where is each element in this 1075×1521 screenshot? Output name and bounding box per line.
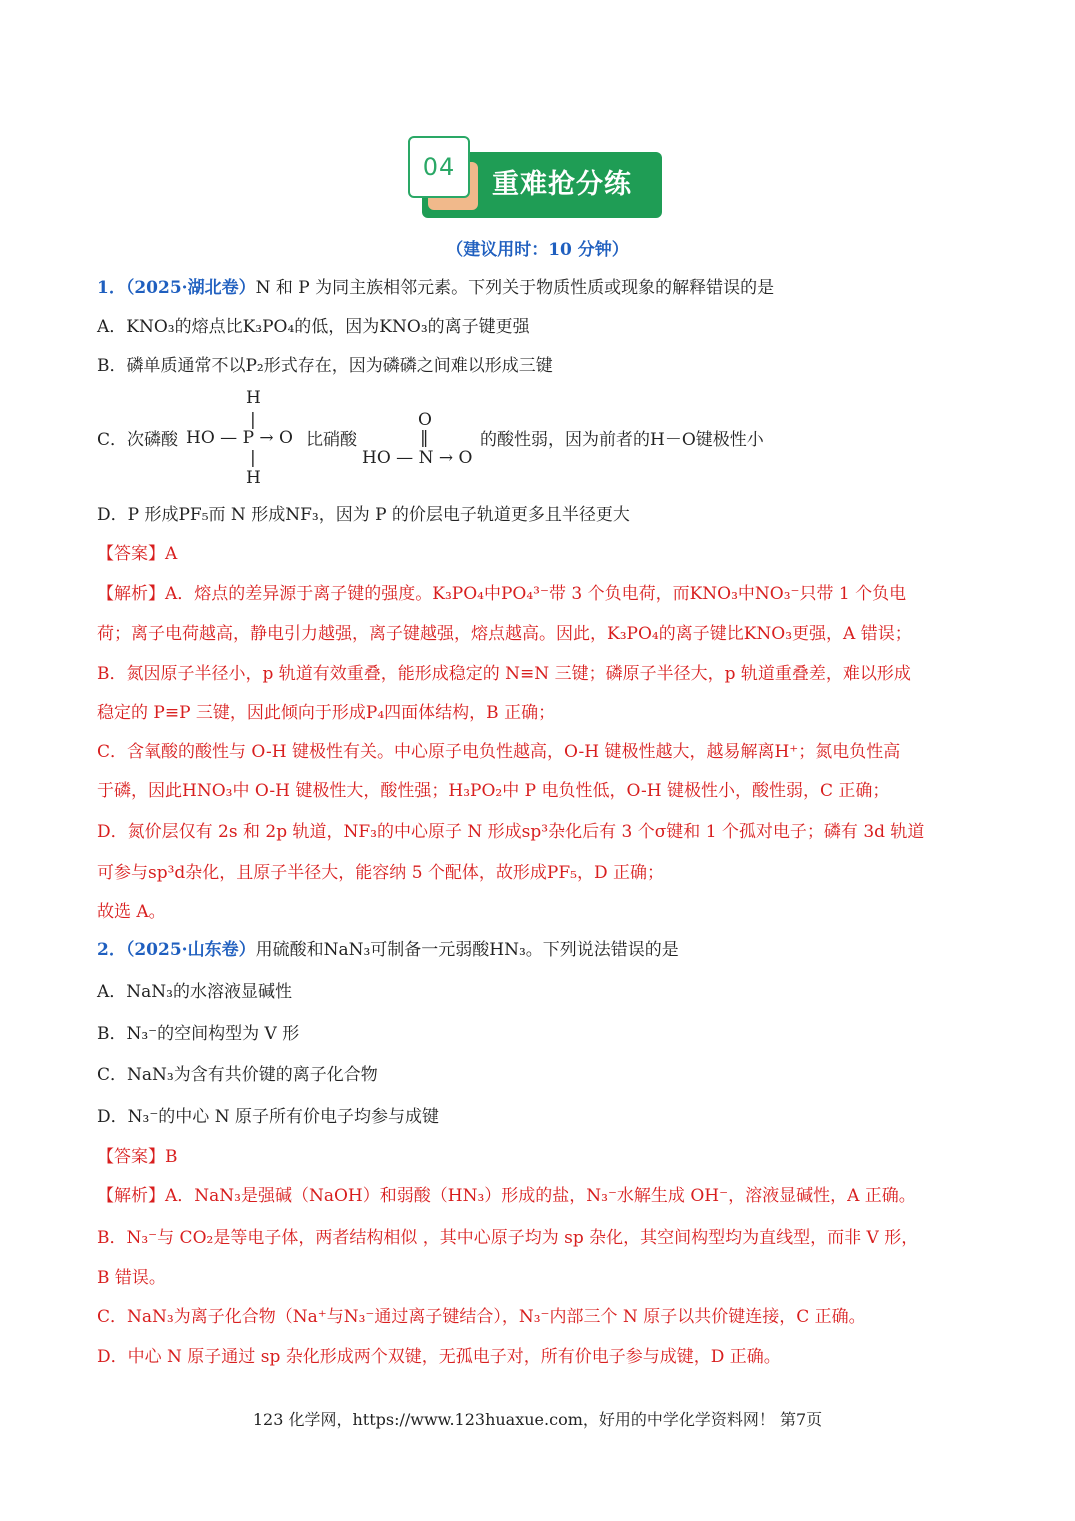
q2-source: （2025·山东卷） [125, 940, 256, 960]
nitric-acid-structure [362, 410, 482, 480]
q2-stem-line [97, 938, 679, 962]
q2-option-c: C．NaN₃为含有共价键的离子化合物 [97, 1065, 378, 1085]
q1-analysis-line: D．氮价层仅有 2s 和 2p 轨道，NF₃的中心原子 N 形成sp³杂化后有 3 个σ键和 1 个孤对电子；磷有 3d 轨道 [97, 822, 925, 842]
q2-option-d: D．N₃⁻的中心 N 原子所有价电子均参与成键 [97, 1107, 439, 1127]
q2-number: 2． [97, 940, 126, 960]
struct-h-bottom: H [246, 468, 261, 488]
badge-number: 04 [408, 136, 470, 198]
q1-analysis-line: C．含氧酸的酸性与 O-H 键极性有关。中心原子电负性越高，O-H 键极性越大，越易解离H⁺；氮电负性高 [97, 742, 901, 762]
q1-option-c-post: 的酸性弱，因为前者的H－O键极性小 [480, 430, 764, 450]
time-hint: （建议用时：10 分钟） [446, 240, 629, 260]
struct-bond-down: | [250, 448, 256, 468]
q2-stem: 用硫酸和NaN₃可制备一元弱酸HN₃。下列说法错误的是 [255, 940, 679, 960]
page-footer: 123 化学网，https://www.123huaxue.com，好用的中学化学资料网！ 第7页 [252, 1410, 823, 1429]
q2-answer: 【答案】B [97, 1147, 178, 1167]
q1-option-b: B．磷单质通常不以P₂形式存在，因为磷磷之间难以形成三键 [97, 356, 553, 376]
q1-analysis-line: 于磷，因此HNO₃中 O-H 键极性大，酸性强；H₃PO₂中 P 电负性低，O-H 键极性小，酸性弱，C 正确； [97, 781, 890, 801]
q1-stem-line [97, 276, 774, 300]
struct-nitric-row: HO — N → O [362, 448, 473, 468]
q2-analysis-line: D．中心 N 原子通过 sp 杂化形成两个双键，无孤电子对，所有价电子参与成键，D 正确。 [97, 1347, 781, 1367]
q2-analysis-line: 【解析】A．NaN₃是强碱（NaOH）和弱酸（HN₃）形成的盐，N₃⁻水解生成 OH⁻，溶液显碱性，A 正确。 [97, 1186, 916, 1206]
q1-stem: N 和 P 为同主族相邻元素。下列关于物质性质或现象的解释错误的是 [255, 278, 775, 298]
q1-number: 1． [97, 278, 126, 298]
q1-analysis-line: 可参与sp³d杂化，且原子半径大，能容纳 5 个配体，故形成PF₅，D 正确； [97, 863, 665, 883]
badge-title: 重难抢分练 [492, 169, 632, 200]
q2-analysis-line: B．N₃⁻与 CO₂是等电子体，两者结构相似 ，其中心原子均为 sp 杂化，其空间构型均为直线型，而非 V 形， [97, 1228, 919, 1248]
struct-double-bond: ‖ [420, 428, 429, 448]
q2-analysis-line: B 错误。 [97, 1268, 166, 1288]
q1-analysis-line: 【解析】A．熔点的差异源于离子键的强度。K₃PO₄中PO₄³⁻带 3 个负电荷，而KNO₃中NO₃⁻只带 1 个负电 [97, 584, 907, 604]
struct-o-top: O [418, 410, 432, 430]
section-badge [408, 136, 668, 222]
q2-option-b: B．N₃⁻的空间构型为 V 形 [97, 1024, 300, 1044]
q1-analysis-line: 故选 A。 [97, 902, 166, 922]
q1-option-a: A．KNO₃的熔点比K₃PO₄的低，因为KNO₃的离子键更强 [97, 317, 530, 337]
q1-answer: 【答案】A [97, 544, 178, 564]
q1-source: （2025·湖北卷） [125, 278, 256, 298]
struct-hypo-row: HO — P → O [186, 428, 293, 448]
q1-option-c-mid: 比硝酸 [306, 430, 357, 450]
q1-analysis-line: B．氮因原子半径小，p 轨道有效重叠，能形成稳定的 N≡N 三键；磷原子半径大，p 轨道重叠差，难以形成 [97, 664, 911, 684]
q1-option-d: D．P 形成PF₅而 N 形成NF₃，因为 P 的价层电子轨道更多且半径更大 [97, 505, 630, 525]
q2-analysis-line: C．NaN₃为离子化合物（Na⁺与N₃⁻通过离子键结合），N₃⁻内部三个 N 原子以共价键连接，C 正确。 [97, 1307, 866, 1327]
struct-bond-up: | [250, 410, 256, 430]
q1-analysis-line: 荷；离子电荷越高，静电引力越强，离子键越强，熔点越高。因此，K₃PO₄的离子键比KNO₃更强，A 错误； [97, 624, 912, 644]
q1-option-c-pre: C．次磷酸 [97, 430, 179, 450]
q2-option-a: A．NaN₃的水溶液显碱性 [97, 982, 292, 1002]
hypophosphorous-acid-structure [186, 388, 306, 488]
q1-analysis-line: 稳定的 P≡P 三键，因此倾向于形成P₄四面体结构，B 正确； [97, 703, 556, 723]
struct-h-top: H [246, 388, 261, 408]
